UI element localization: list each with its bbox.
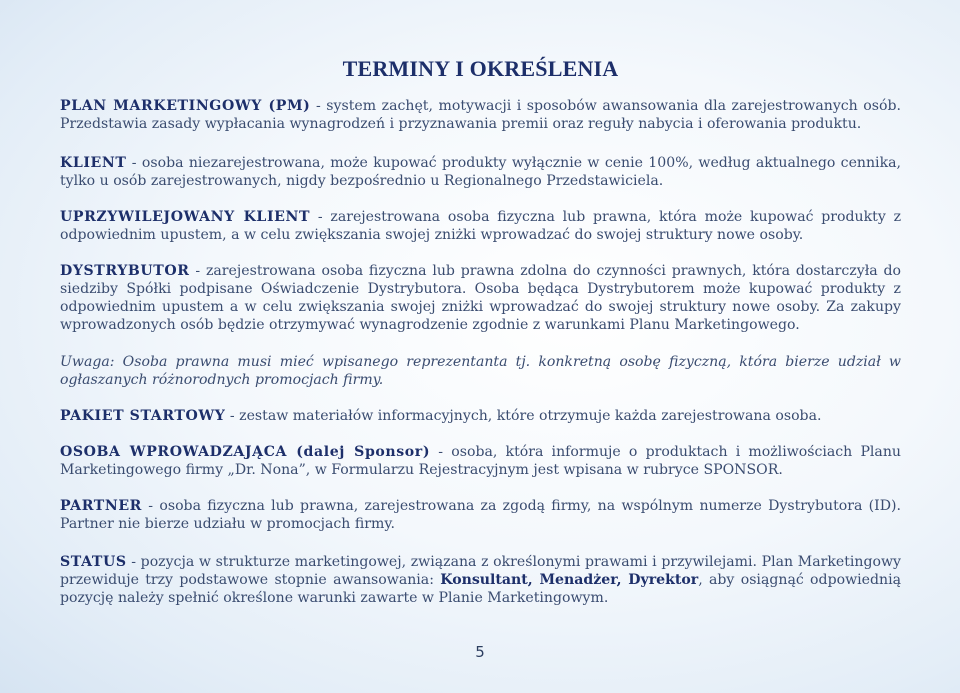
page-title: TERMINY I OKREŚLENIA <box>342 56 619 81</box>
term-definition: - zarejestrowana osoba fizyczna lub prawna, która może kupować produkty z odpowiednim upustem, a w celu zwiększania swojej zniżki wprowadzać do swojej struktury nowe osoby. <box>60 209 902 243</box>
term-label: OSOBA WPROWADZAJĄCA (dalej Sponsor) <box>60 444 431 460</box>
term-definition-continued: , aby osiągnąć odpowiednią pozycję należy spełnić określone warunki zawarte w Planie Marketingowym. <box>60 572 901 606</box>
term-label: PARTNER <box>60 498 142 514</box>
term-label: UPRZYWILEJOWANY KLIENT <box>60 209 311 225</box>
page-number: 5 <box>475 643 485 661</box>
term-definition: - zarejestrowana osoba fizyczna lub prawna zdolna do czynności prawnych, która dostarczyła do siedziby Spółki podpisane Oświadczenie Dystrybutora. Osoba będąca Dystrybutorem może kupować produkty z odpowiednim upustem a w celu zwiększania swojej zniżki wprowadzać do swojej struktury nowe osoby. Za zakupy wprowadzonych osób będzie otrzymywać wynagrodzenie zgodnie z warunkami Planu Marketingowego. <box>60 263 901 333</box>
term-label: DYSTRYBUTOR <box>60 263 190 279</box>
term-osoba-wprowadzajaca <box>60 443 901 479</box>
term-definition: - osoba, która informuje o produktach i możliwościach Planu Marketingowego firmy „Dr. Nona”, w Formularzu Rejestracyjnym jest wpisana w rubryce SPONSOR. <box>60 444 901 478</box>
term-definition: - system zachęt, motywacji i sposobów awansowania dla zarejestrowanych osób. Przedstawia zasady wypłacania wynagrodzeń i przyznawania premii oraz reguły nabycia i oferowania produktu. <box>60 98 902 132</box>
term-partner <box>60 497 901 533</box>
term-uprzywilejowany-klient <box>60 208 901 244</box>
term-status <box>60 553 901 607</box>
term-definition: - osoba niezarejestrowana, może kupować produkty wyłącznie w cenie 100%, według aktualnego cennika, tylko u osób zarejestrowanych, nigdy bezpośrednio u Regionalnego Przedstawiciela. <box>60 155 901 189</box>
term-label: PAKIET STARTOWY <box>60 408 226 424</box>
term-dystrybutor <box>60 262 901 334</box>
term-pakiet-startowy <box>60 407 901 425</box>
term-plan-marketingowy <box>60 97 901 133</box>
term-label: KLIENT <box>60 155 127 171</box>
note-paragraph: Uwaga: Osoba prawna musi mieć wpisanego reprezentanta tj. konkretną osobę fizyczną, która bierze udział w ogłaszanych różnorodnych promocjach firmy. <box>60 354 901 388</box>
term-definition: - zestaw materiałów informacyjnych, które otrzymuje każda zarejestrowana osoba. <box>225 408 822 424</box>
term-label: PLAN MARKETINGOWY (PM) <box>60 98 311 114</box>
status-levels: Konsultant, Menadżer, Dyrektor <box>440 572 699 588</box>
term-definition: - osoba fizyczna lub prawna, zarejestrowana za zgodą firmy, na wspólnym numerze Dystrybutora (ID). Partner nie bierze udziału w promocjach firmy. <box>60 498 901 532</box>
term-klient <box>60 154 901 190</box>
term-label: STATUS <box>60 554 127 570</box>
term-definition: - pozycja w strukturze marketingowej, związana z określonymi prawami i przywilejami. Plan Marketingowy przewiduje trzy podstawowe stopnie awansowania: <box>60 554 901 588</box>
